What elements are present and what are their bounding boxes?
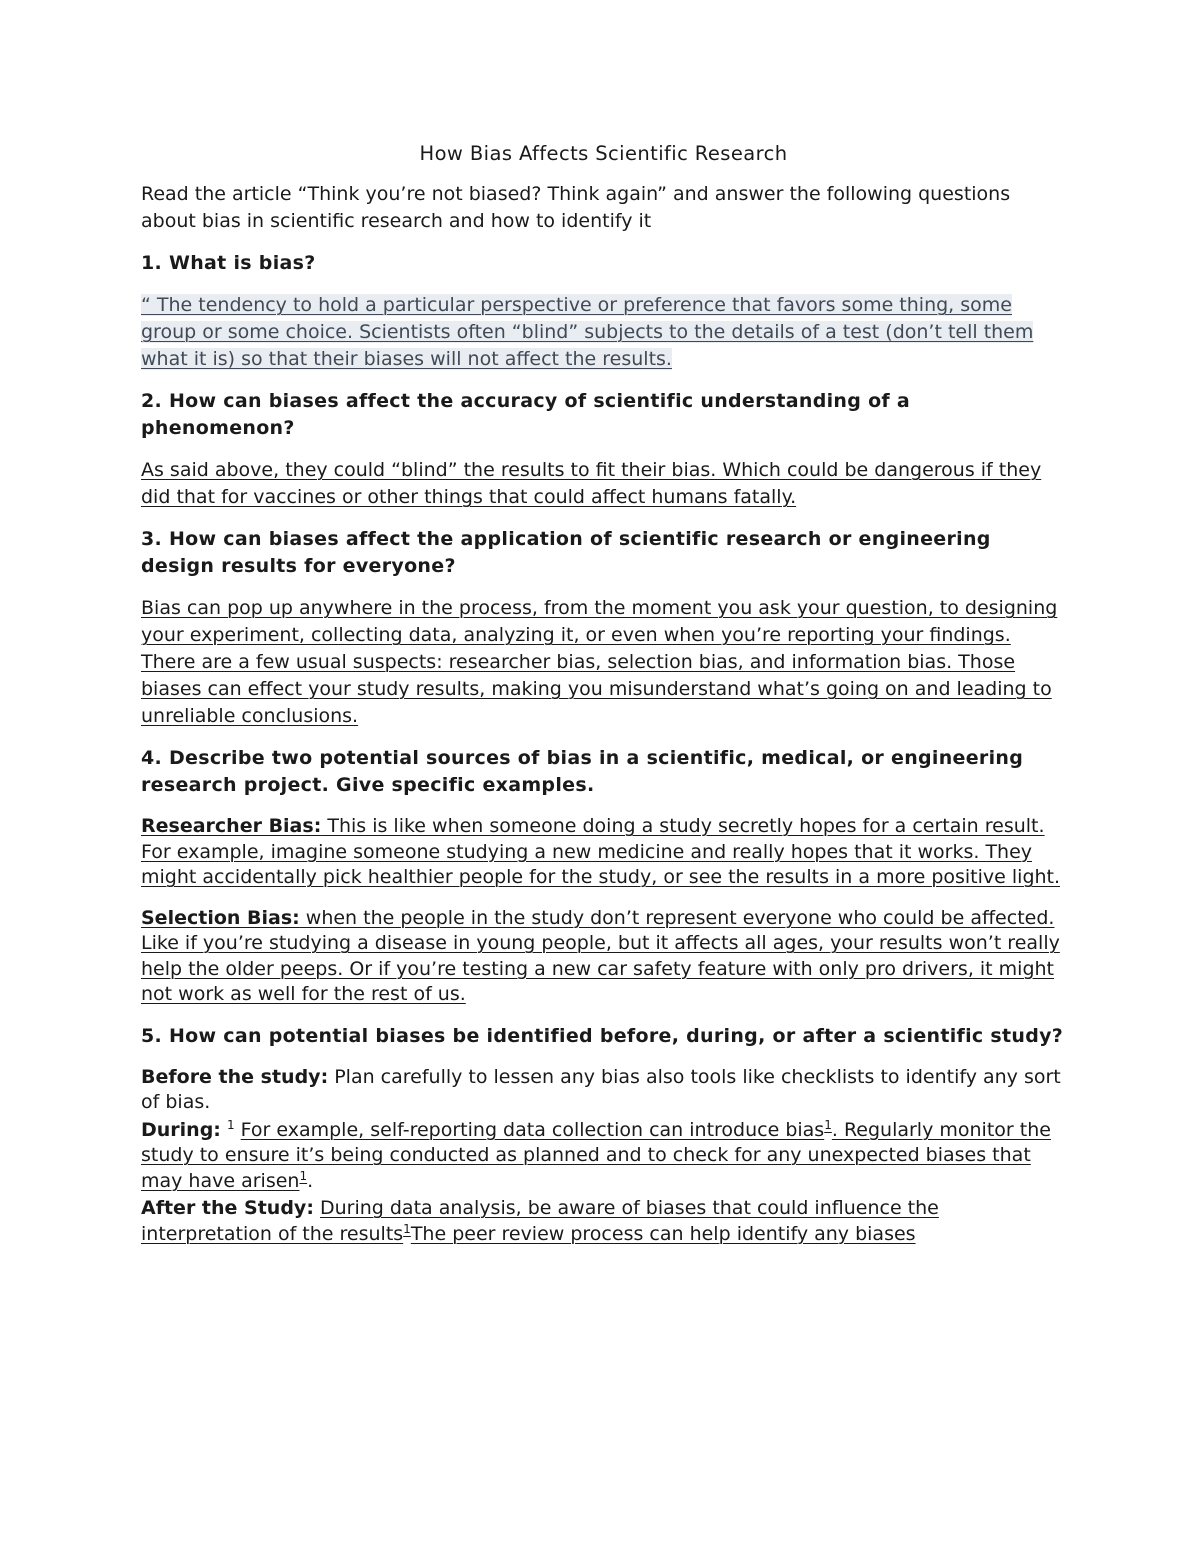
- after-text-a: During data analysis, be aware of biases that could influence the interpretation of the results: [141, 1197, 939, 1245]
- selection-bias-label: Selection Bias:: [141, 906, 300, 929]
- researcher-bias-text: This is like when someone doing a study secretly hopes for a certain result. For example, imagine someone studying a new medicine and really hopes that it works. They might accidentally pick healthier people for the study, or see the results in a more positive light.: [141, 815, 1061, 888]
- during-text-b: . Regularly monitor the study to ensure it’s being conducted as planned and to check for any unexpected biases that may have arisen: [141, 1118, 1051, 1192]
- intro-paragraph: Read the article “Think you’re not biased? Think again” and answer the following questions about bias in scientific research and how to identify it: [141, 183, 1011, 232]
- footnote-ref: 1: [299, 1168, 308, 1183]
- question-2: 2. How can biases affect the accuracy of scientific understanding of a phenomenon?: [141, 390, 911, 439]
- question-4: 4. Describe two potential sources of bias in a scientific, medical, or engineering research project. Give specific examples.: [141, 747, 1024, 796]
- question-3: 3. How can biases affect the application of scientific research or engineering design results for everyone?: [141, 528, 991, 577]
- question-5: 5. How can potential biases be identified before, during, or after a scientific study?: [141, 1024, 1064, 1047]
- selection-bias-text: when the people in the study don’t represent everyone who could be affected. Like if you’re studying a disease in young people, but it affects all ages, your results won’t really help the older peeps. Or if you’re testing a new car safety feature with only pro drivers, it might not work as well for the rest of us.: [141, 906, 1060, 1005]
- after-text-b: The peer review process can help identify any biases: [410, 1222, 916, 1245]
- before-study-text: Plan carefully to lessen any bias also tools like checklists to identify any sort of bias.: [141, 1065, 1061, 1113]
- answer-2: As said above, they could “blind” the results to fit their bias. Which could be dangerous if they did that for vaccines or other things that could affect humans fatally.: [141, 459, 1042, 508]
- answer-5-after: [141, 1196, 1066, 1247]
- page-title: How Bias Affects Scientific Research: [419, 142, 788, 165]
- researcher-bias-label: Researcher Bias:: [141, 815, 322, 837]
- document-page: [141, 140, 1066, 1249]
- during-label: During:: [141, 1118, 221, 1141]
- answer-5-before: [141, 1065, 1066, 1116]
- answer-5-during: [141, 1118, 1066, 1195]
- answer-1: [141, 292, 1066, 373]
- question-1: 1. What is bias?: [141, 252, 316, 274]
- answer-1-text: “ The tendency to hold a particular perspective or preference that favors some thing, some group or some choice. Scientists often “blind” subjects to the details of a test (don’t tell them what it is) so that their biases will not affect the results.: [141, 294, 1034, 370]
- footnote-ref: 1: [226, 1117, 235, 1132]
- footnote-ref: 1: [824, 1117, 832, 1132]
- after-study-label: After the Study:: [141, 1197, 314, 1219]
- answer-3: Bias can pop up anywhere in the process, from the moment you ask your question, to designing your experiment, collecting data, analyzing it, or even when you’re reporting your findings. There are a few usual suspects: researcher bias, selection bias, and information bias. Those biases can effect your study results, making you misunderstand what’s going on and leading to unreliable conclusions.: [141, 597, 1058, 727]
- answer-4-researcher: [141, 814, 1066, 891]
- footnote-ref: 1: [403, 1221, 411, 1236]
- during-end: .: [307, 1169, 314, 1192]
- answer-4-selection: [141, 906, 1066, 1008]
- before-study-label: Before the study:: [141, 1065, 329, 1088]
- during-text-a: For example, self-reporting data collection can introduce bias: [240, 1118, 825, 1141]
